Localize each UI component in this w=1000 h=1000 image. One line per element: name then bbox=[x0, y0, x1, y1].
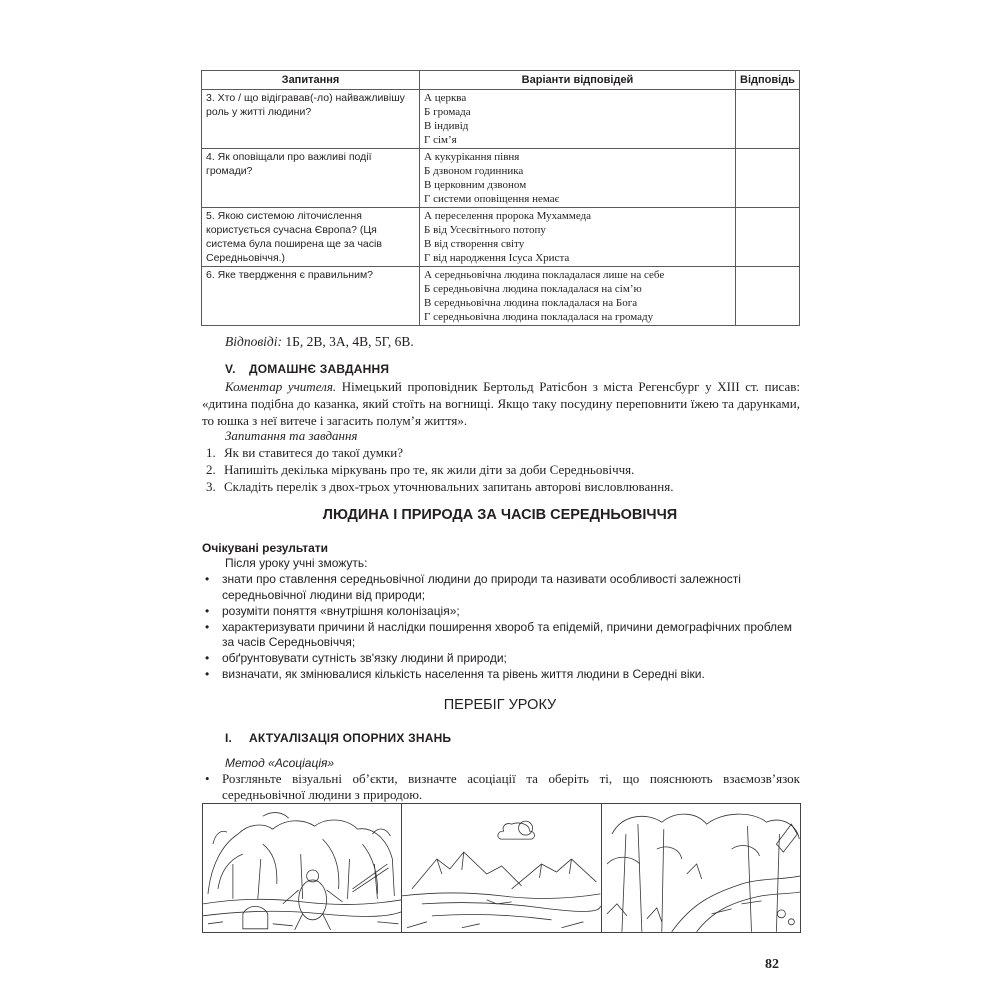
quiz-table bbox=[201, 70, 800, 326]
tasks-heading: Запитання та завдання bbox=[225, 428, 358, 443]
table-row bbox=[202, 267, 800, 326]
expected-results-list bbox=[205, 572, 800, 683]
option: В від створення світу bbox=[424, 238, 525, 250]
list-item: • розуміти поняття «внутрішня колонізація»; bbox=[205, 603, 460, 618]
river-icon bbox=[602, 804, 800, 932]
section-heading: АКТУАЛІЗАЦІЯ ОПОРНИХ ЗНАНЬ bbox=[249, 731, 452, 745]
option: А переселення пророка Мухаммеда bbox=[424, 210, 592, 222]
answers-label: Відповіді: bbox=[225, 334, 283, 349]
forest-icon bbox=[203, 804, 401, 932]
option: Б громада bbox=[424, 106, 471, 118]
option: А середньовічна людина покладалася лише на себе bbox=[424, 269, 665, 281]
section-heading: ДОМАШНЄ ЗАВДАННЯ bbox=[249, 362, 390, 376]
homework-heading bbox=[225, 362, 389, 376]
header-options: Варіанти відповідей bbox=[420, 71, 736, 90]
section-number: I. bbox=[225, 731, 233, 745]
section-number: V. bbox=[225, 362, 236, 376]
option: Б від Усесвітнього потопу bbox=[424, 224, 546, 236]
answers-line bbox=[225, 334, 414, 350]
list-item: 3. Складіть перелік з двох-трьох уточнювальних запитань авторові висловлювання. bbox=[206, 479, 674, 494]
question-cell: 3. Хто / що відігравав(-ло) найважливішу роль у житті людини? bbox=[202, 90, 420, 149]
answer-cell[interactable] bbox=[736, 267, 800, 326]
list-item: 1. Як ви ставитеся до такої думки? bbox=[206, 445, 404, 460]
table-header-row bbox=[202, 71, 800, 90]
instruction bbox=[205, 771, 800, 804]
option: Г від народження Ісуса Христа bbox=[424, 252, 570, 264]
mountain-icon bbox=[402, 804, 600, 932]
mountain-landscape-illustration bbox=[402, 804, 601, 932]
forest-river-illustration bbox=[602, 804, 800, 932]
question-cell: 5. Якою системою літочислення користується сучасна Європа? (Ця система була поширена ще за часів Середньовіччя.) bbox=[202, 208, 420, 267]
comment-label: Коментар учителя. bbox=[225, 379, 337, 394]
forest-peasant-illustration bbox=[203, 804, 402, 932]
option: Г середньовічна людина покладалася на громаду bbox=[424, 311, 654, 323]
method-label: Метод «Асоціація» bbox=[225, 756, 335, 770]
expected-heading: Очікувані результати bbox=[202, 541, 329, 555]
list-item: 2. Напишіть декілька міркувань про те, як жили діти за доби Середньовіччя. bbox=[206, 462, 635, 477]
actualization-heading bbox=[225, 731, 451, 745]
table-row bbox=[202, 208, 800, 267]
tasks-list bbox=[206, 444, 800, 495]
option: В середньовічна людина покладалася на Бога bbox=[424, 297, 638, 309]
page-number: 82 bbox=[765, 957, 779, 972]
header-answer: Відповідь bbox=[736, 71, 800, 90]
teacher-comment bbox=[202, 378, 800, 429]
option: Б середньовічна людина покладалася на сім’ю bbox=[424, 283, 642, 295]
illustrations-frame bbox=[202, 803, 801, 933]
options-cell bbox=[420, 149, 736, 208]
options-cell bbox=[420, 267, 736, 326]
list-item: • обґрунтовувати сутність зв'язку людини й природи; bbox=[205, 651, 507, 665]
comment-text: Німецький проповідник Бертольд Ратісбон з міста Регенсбург у XIII ст. писав: «дитина подібна до казанка, який стоїть на вогнищі. Якщо таку посудину переповнити їжею та дарунками, то юшка з неї витече і загасить полум’я життя». bbox=[202, 379, 800, 428]
option: Б дзвоном годинника bbox=[424, 165, 524, 177]
list-item: • характеризувати причини й наслідки поширення хвороб та епідемій, причини демографічних проблем за часів Середньовіччя; bbox=[205, 619, 792, 649]
option: Г системи оповіщення немає bbox=[424, 193, 560, 205]
option: Г сім’я bbox=[424, 134, 457, 146]
answer-cell[interactable] bbox=[736, 90, 800, 149]
list-item: • знати про ставлення середньовічної людини до природи та називати особливості залежності середньовічної людини від природи; bbox=[205, 572, 741, 602]
option: А кукурікання півня bbox=[424, 151, 520, 163]
question-cell: 4. Як оповіщали про важливі події громади? bbox=[202, 149, 420, 208]
lesson-title: ЛЮДИНА І ПРИРОДА ЗА ЧАСІВ СЕРЕДНЬОВІЧЧЯ bbox=[322, 507, 678, 523]
expected-intro: Після уроку учні зможуть: bbox=[225, 556, 368, 570]
option: А церква bbox=[424, 92, 467, 104]
answers-text: 1Б, 2В, 3А, 4В, 5Г, 6В. bbox=[285, 334, 414, 349]
options-cell bbox=[420, 90, 736, 149]
answer-cell[interactable] bbox=[736, 208, 800, 267]
table-row bbox=[202, 90, 800, 149]
option: В індивід bbox=[424, 120, 469, 132]
question-cell: 6. Яке твердження є правильним? bbox=[202, 267, 420, 326]
options-cell bbox=[420, 208, 736, 267]
option: В церковним дзвоном bbox=[424, 179, 527, 191]
list-item: • визначати, як змінювалися кількість населення та рівень життя людини в Середні віки. bbox=[205, 667, 705, 681]
header-question: Запитання bbox=[202, 71, 420, 90]
course-heading: ПЕРЕБІГ УРОКУ bbox=[443, 697, 557, 713]
table-row bbox=[202, 149, 800, 208]
answer-cell[interactable] bbox=[736, 149, 800, 208]
list-item: • Розгляньте візуальні об’єкти, визначте асоціації та оберіть ті, що пояснюють взаємозв’язок середньовічної людини з природою. bbox=[205, 771, 800, 802]
